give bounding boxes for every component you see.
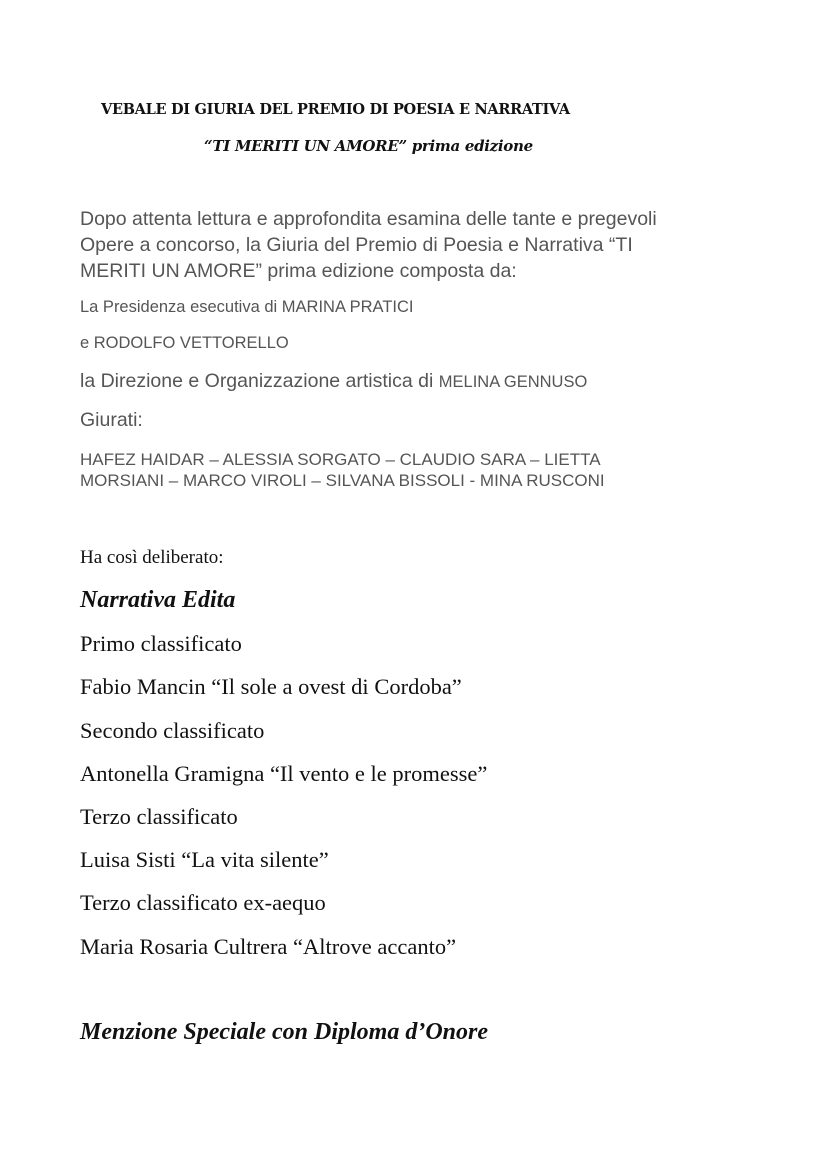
award-winner: Fabio Mancin “Il sole a ovest di Cordoba” — [80, 674, 462, 699]
award-winner: Antonella Gramigna “Il vento e le promesse” — [80, 761, 488, 786]
intro-line: Dopo attenta lettura e approfondita esamina delle tante e pregevoli — [80, 208, 657, 230]
jury-line: HAFEZ HAIDAR – ALESSIA SORGATO – CLAUDIO SARA – LIETTA — [80, 450, 601, 469]
direction-label: la Direzione e Organizzazione artistica di — [80, 370, 439, 392]
direction-line — [80, 370, 587, 393]
deliberation-text: Ha così deliberato: — [80, 547, 224, 568]
jury-line: MORSIANI – MARCO VIROLI – SILVANA BISSOLI - MINA RUSCONI — [80, 471, 605, 490]
award-rank: Primo classificato — [80, 631, 242, 656]
intro-line: Opere a concorso, la Giuria del Premio di Poesia e Narrativa “TI — [80, 234, 633, 256]
presidency-line: La Presidenza esecutiva di MARINA PRATICI — [80, 298, 414, 316]
award-rank: Secondo classificato — [80, 718, 265, 743]
section-heading-narrativa-edita: Narrativa Edita — [80, 587, 236, 613]
jury-members — [80, 449, 605, 491]
intro-line: MERITI UN AMORE” prima edizione composta da: — [80, 260, 517, 282]
presidency-second-line: e RODOLFO VETTORELLO — [80, 334, 289, 352]
direction-name: MELINA GENNUSO — [438, 373, 588, 391]
award-winner: Luisa Sisti “La vita silente” — [80, 847, 329, 872]
document-title: VEBALE DI GIURIA DEL PREMIO DI POESIA E NARRATIVA — [101, 101, 570, 118]
jury-label: Giurati: — [80, 409, 143, 431]
award-rank: Terzo classificato ex-aequo — [80, 890, 326, 915]
section-heading-menzione-speciale: Menzione Speciale con Diploma d’Onore — [80, 1019, 488, 1045]
award-rank: Terzo classificato — [80, 804, 238, 829]
award-winner: Maria Rosaria Cultrera “Altrove accanto” — [80, 934, 457, 959]
document-subtitle: “TI MERITI UN AMORE” prima edizione — [204, 137, 533, 155]
intro-paragraph — [80, 206, 760, 284]
